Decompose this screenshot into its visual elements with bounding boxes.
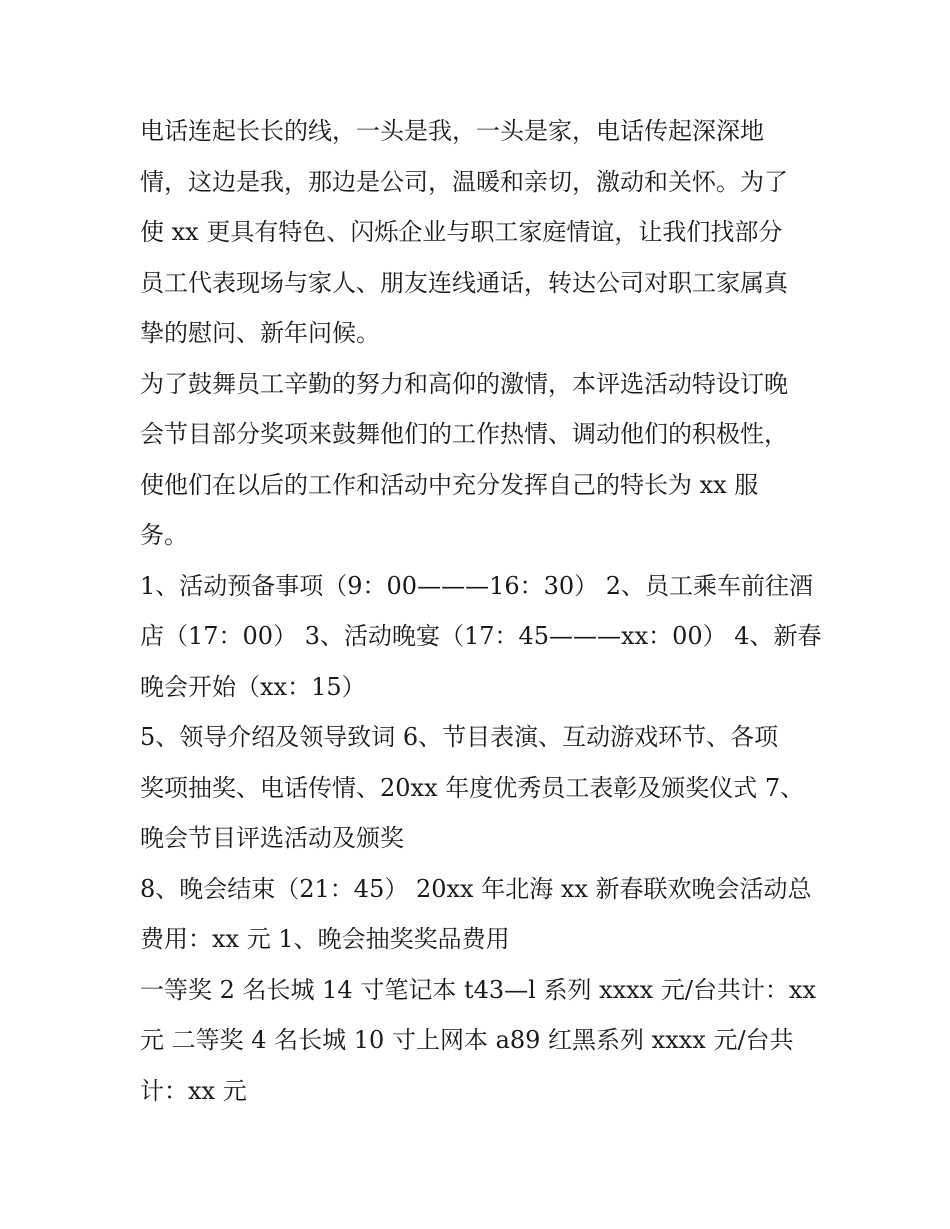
text-line: 电话连起长长的线，一头是我，一头是家，电话传起深深地 (140, 117, 764, 145)
text-line: 晚会节目评选活动及颁奖 (140, 824, 404, 852)
paragraph-schedule-8-costs (140, 864, 820, 965)
text-line: 一等奖 2 名长城 14 寸笔记本 t43—l 系列 xxxx 元/台共计：xx (140, 975, 816, 1004)
paragraph-prizes (140, 965, 820, 1117)
text-line: 奖项抽奖、电话传情、20xx 年度优秀员工表彰及颁奖仪式 7、 (140, 773, 805, 802)
text-line: 1、活动预备事项（9：00———16：30） 2、员工乘车前往酒 (140, 571, 814, 600)
paragraph-schedule-1-4 (140, 561, 820, 713)
text-line: 使他们在以后的工作和活动中充分发挥自己的特长为 xx 服 (140, 470, 759, 499)
paragraph-schedule-5-7 (140, 712, 820, 864)
text-line: 情，这边是我，那边是公司，温暖和亲切，激动和关怀。为了 (140, 167, 788, 196)
text-line: 费用：xx 元 1、晚会抽奖奖品费用 (140, 925, 510, 953)
text-line: 5、领导介绍及领导致词 6、节目表演、互动游戏环节、各项 (140, 723, 779, 751)
text-line: 员工代表现场与家人、朋友连线通话，转达公司对职工家属真 (140, 268, 788, 297)
text-line: 店（17：00） 3、活动晚宴（17：45———xx：00） 4、新春 (140, 622, 822, 650)
document-body (140, 106, 820, 1116)
text-line: 会节目部分奖项来鼓舞他们的工作热情、调动他们的积极性， (140, 420, 788, 448)
text-line: 挚的慰问、新年问候。 (140, 319, 380, 347)
paragraph-phone-greetings (140, 106, 820, 359)
text-line: 为了鼓舞员工辛勤的努力和高仰的激情，本评选活动特设订晚 (140, 369, 788, 398)
text-line: 使 xx 更具有特色、闪烁企业与职工家庭情谊，让我们找部分 (140, 218, 783, 246)
text-line: 务。 (140, 521, 188, 549)
text-line: 晚会开始（xx：15） (140, 672, 366, 701)
paragraph-award-purpose (140, 359, 820, 561)
text-line: 元 二等奖 4 名长城 10 寸上网本 a89 红黑系列 xxxx 元/台共 (140, 1026, 794, 1054)
text-line: 8、晚会结束（21：45） 20xx 年北海 xx 新春联欢晚会活动总 (140, 874, 812, 903)
text-line: 计：xx 元 (140, 1076, 247, 1105)
